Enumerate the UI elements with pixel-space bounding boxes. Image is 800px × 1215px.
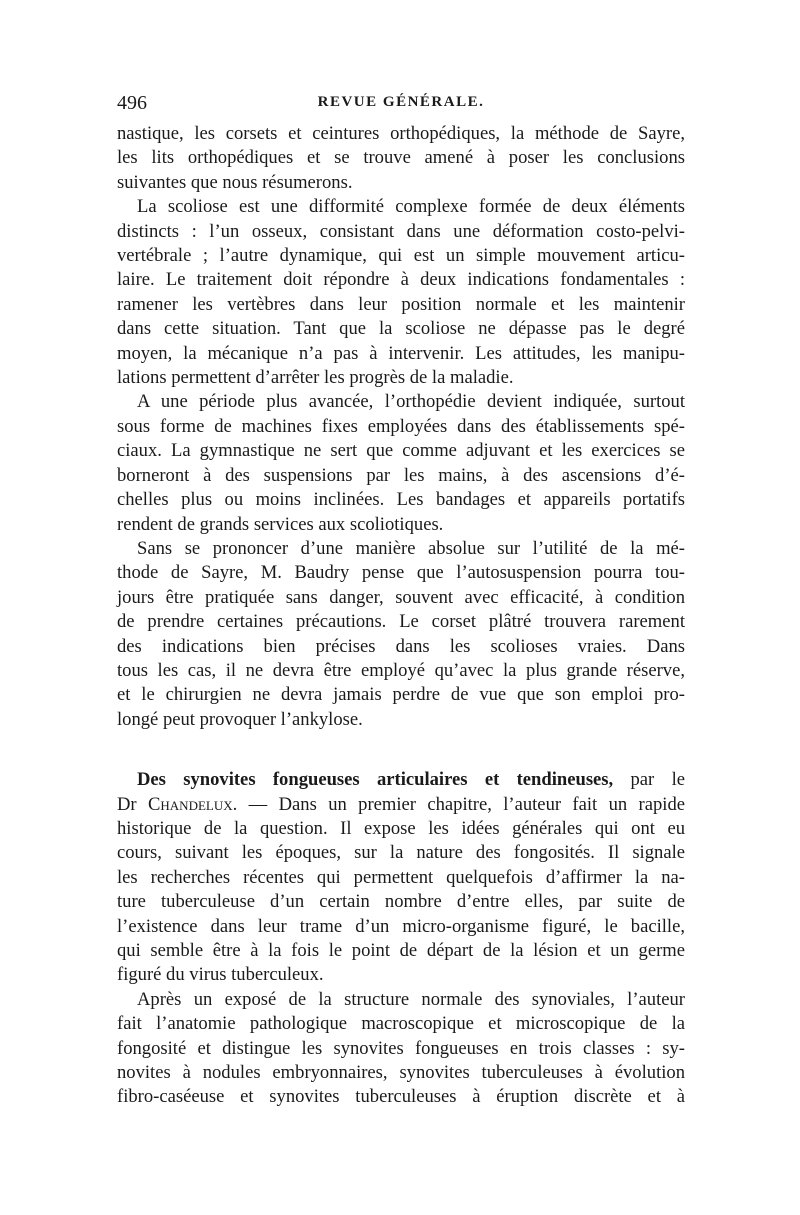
text-line: nastique, les corsets et ceintures orthopédiques, la méthode de Sayre,: [117, 123, 685, 144]
text-line: qui semble être à la fois le point de départ de la lésion et un germe: [117, 940, 685, 961]
text-line: historique de la question. Il expose les idées générales qui ont eu: [117, 817, 685, 839]
text-line: distincts : l’un osseux, consistant dans une déformation costo-pelvi-: [117, 220, 685, 242]
section-title: Des synovites fongueuses articulaires et tendineuses,: [137, 769, 614, 791]
text-fragment: — Dans un premier chapitre, l’auteur fait un rapide: [237, 793, 685, 815]
text-line: chelles plus ou moins inclinées. Les bandages et appareils portatifs: [117, 489, 685, 511]
text-line: lations permettent d’arrêter les progrès de la maladie.: [117, 367, 514, 389]
paragraph-scoliose: [117, 195, 685, 390]
text-line: de prendre certaines précautions. Le corset plâtré trouvera rarement: [117, 611, 685, 633]
text-line: ture tuberculeuse d’un certain nombre d’entre elles, par suite de: [117, 891, 685, 913]
text-line: Sans se prononcer d’une manière absolue sur l’utilité de la mé-: [137, 537, 685, 559]
paragraph-synovites-anatomie: [117, 988, 685, 1110]
text-line: des indications bien précises dans les scolioses vraies. Dans: [117, 635, 685, 657]
book-page: [117, 92, 685, 1110]
text-line: laire. Le traitement doit répondre à deux indications fondamentales :: [117, 269, 685, 291]
text-line: tous les cas, il ne devra être employé qu’avec la plus grande réserve,: [117, 659, 685, 681]
text-line: et le chirurgien ne devra jamais perdre de vue que son emploi pro-: [117, 684, 685, 706]
text-line: Après un exposé de la structure normale des synoviales, l’auteur: [137, 988, 685, 1010]
text-line: borneront à des suspensions par les mains, à des ascensions d’é-: [117, 464, 685, 486]
text-line: fongosité et distingue les synovites fongueuses en trois classes : sy-: [117, 1037, 685, 1059]
text-line: les recherches récentes qui permettent quelquefois d’affirmer la na-: [117, 866, 685, 888]
section-title-after: par le: [613, 769, 685, 791]
text-line: A une période plus avancée, l’orthopédie devient indiquée, surtout: [137, 391, 685, 413]
text-line: sous forme de machines fixes employées dans des établissements spé-: [117, 415, 685, 437]
text-line: suivantes que nous résumerons.: [117, 171, 353, 193]
text-line: ramener les vertèbres dans leur position normale et les maintenir: [117, 293, 685, 315]
text-line: cours, suivant les époques, sur la nature des fongosités. Il signale: [117, 842, 685, 864]
text-line: jours être pratiquée sans danger, souvent avec efficacité, à condition: [117, 586, 685, 608]
section-spacer: [117, 732, 685, 768]
text-line: rendent de grands services aux scoliotiques.: [117, 513, 444, 535]
text-line: dans cette situation. Tant que la scoliose ne dépasse pas le degré: [117, 318, 685, 340]
page-number: 496: [117, 92, 147, 114]
text-line: fibro-caséeuse et synovites tuberculeuses à éruption discrète et à: [117, 1086, 685, 1108]
text-line: ciaux. La gymnastique ne sert que comme adjuvant et les exercices se: [117, 440, 685, 462]
paragraph-sayre: [117, 537, 685, 732]
text-line: novites à nodules embryonnaires, synovites tuberculeuses à évolution: [117, 1062, 685, 1084]
text-line: figuré du virus tuberculeux.: [117, 964, 324, 986]
author-prefix: Dr: [117, 793, 148, 815]
section-heading-line: [117, 768, 685, 792]
text-line: les lits orthopédiques et se trouve amené à poser les conclusions: [117, 147, 685, 169]
text-line: longé peut provoquer l’ankylose.: [117, 708, 363, 730]
text-line: l’existence dans leur trame d’un micro-organisme figuré, le bacille,: [117, 915, 685, 937]
running-title: REVUE GÉNÉRALE.: [317, 94, 485, 110]
running-header: [117, 92, 685, 122]
text-line: La scoliose est une difformité complexe formée de deux éléments: [137, 196, 685, 218]
text-line: vertébrale ; l’autre dynamique, qui est un simple mouvement articu-: [117, 245, 685, 267]
text-line: fait l’anatomie pathologique macroscopique et microscopique de la: [117, 1013, 685, 1035]
paragraph-continuation: [117, 122, 685, 195]
author-line: [117, 793, 685, 817]
text-line: moyen, la mécanique n’a pas à intervenir. Les attitudes, les manipu-: [117, 342, 685, 364]
paragraph-synovites-intro: [117, 768, 685, 988]
author-name: Chandelux.: [148, 793, 238, 815]
paragraph-orthopedie: [117, 390, 685, 536]
text-line: thode de Sayre, M. Baudry pense que l’autosuspension pourra tou-: [117, 562, 685, 584]
